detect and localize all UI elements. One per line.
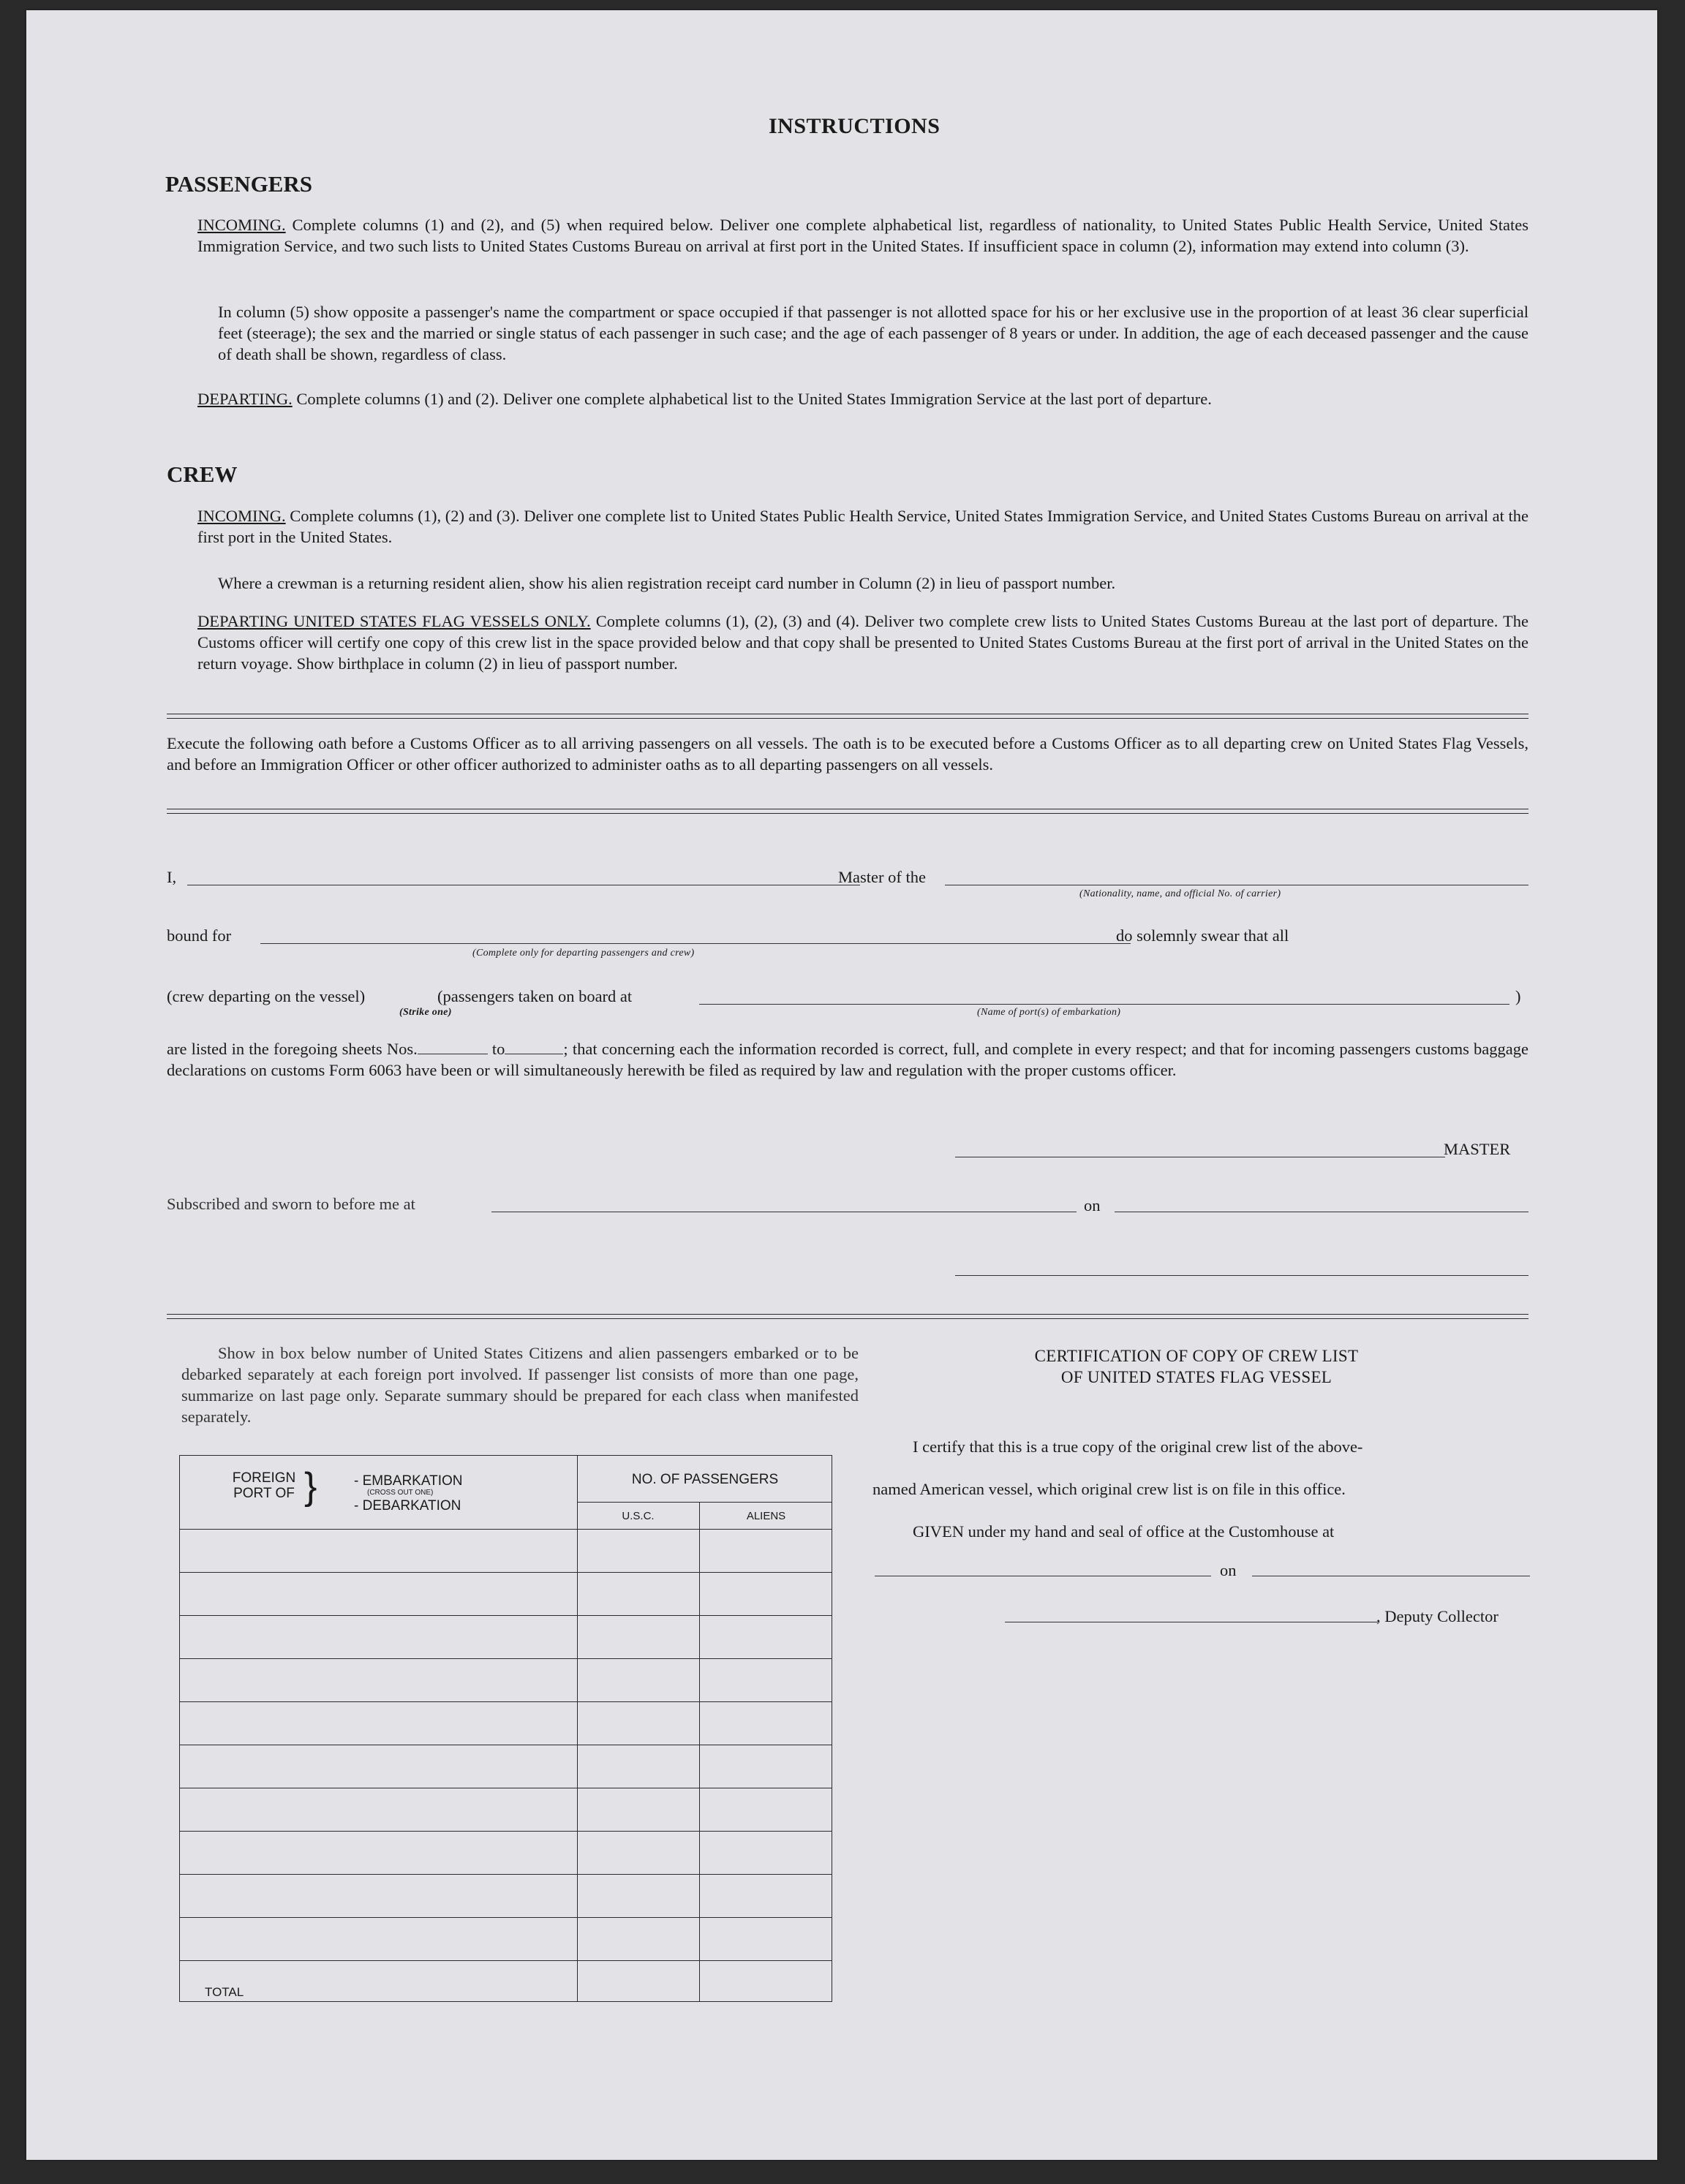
- oath-sheets-pre: are listed in the foregoing sheets Nos.: [167, 1040, 418, 1058]
- oath-sheets-paragraph: [167, 1038, 1528, 1081]
- passengers-column5-paragraph: In column (5) show opposite a passenger's name the compartment or space occupied if that passenger is not allotted space for his or her exclusive use in the proportion of at least 36 clear superficial feet (steerage); the sex and the married or single status of each passenger in such case; and the age of each passenger of 8 years or under. In addition, the age of each deceased passenger and the cause of death shall be shown, regardless of class.: [218, 303, 1528, 363]
- crew-resident-paragraph: Where a crewman is a returning resident alien, show his alien registration receipt card number in Column (2) in lieu of passport number.: [218, 574, 1116, 592]
- table-header-embarkation: - EMBARKATION: [354, 1473, 463, 1489]
- oath-on-label: on: [1084, 1196, 1101, 1214]
- bottom-divider: [167, 1314, 1528, 1319]
- section-divider: [167, 714, 1528, 719]
- strike-one-hint: (Strike one): [399, 1007, 452, 1018]
- table-col-divider: [577, 1456, 578, 2001]
- table-header-debarkation: - DEBARKATION: [354, 1498, 461, 1514]
- oath-passengers-taken: (passengers taken on board at: [437, 987, 633, 1005]
- table-row[interactable]: [180, 1960, 832, 1961]
- certification-given: GIVEN under my hand and seal of office at the Customhouse at: [913, 1522, 1335, 1541]
- table-header-rule: [180, 1529, 832, 1530]
- crew-departing-label: DEPARTING UNITED STATES FLAG VESSELS ONLY.: [197, 612, 591, 630]
- passenger-summary-table: [179, 1455, 832, 2002]
- page-title: INSTRUCTIONS: [769, 114, 940, 138]
- table-col-divider: [699, 1502, 700, 2001]
- certification-on-label: on: [1220, 1561, 1237, 1579]
- table-header-aliens: ALIENS: [746, 1510, 786, 1522]
- table-total-label: TOTAL: [205, 1985, 244, 1999]
- bound-hint: (Complete only for departing passengers and crew): [472, 948, 695, 959]
- table-header-passengers: NO. OF PASSENGERS: [631, 1472, 779, 1487]
- oath-master-of-label: Master of the: [838, 868, 926, 886]
- crew-departing-paragraph: [197, 611, 1528, 674]
- certification-line1: I certify that this is a true copy of the original crew list of the above-: [913, 1437, 1363, 1456]
- oath-close-paren: ): [1515, 987, 1521, 1005]
- passengers-incoming-text: Complete columns (1) and (2), and (5) when required below. Deliver one complete alphabetical list, regardless of nationality, to United States Public Health Service, United States Immigration Service, and two such lists to United States Customs Bureau on arrival at first port in the United States. If insufficient space in column (2), information may extend into column (3).: [197, 216, 1529, 255]
- table-row[interactable]: [180, 1701, 832, 1702]
- passengers-incoming-label: INCOMING.: [197, 216, 286, 234]
- oath-i-label: I,: [167, 868, 177, 886]
- crew-heading: CREW: [167, 461, 238, 487]
- carrier-hint: (Nationality, name, and official No. of carrier): [1079, 888, 1281, 899]
- summary-instructions: Show in box below number of United States Citizens and alien passengers embarked or to be debarked separately at each foreign port involved. If passenger list consists of more than one page, summarize on last page only. Separate summary should be prepared for each class when manifested separately.: [181, 1344, 859, 1426]
- table-subheader-rule: [577, 1502, 832, 1503]
- oath-subscribed-label: Subscribed and sworn to before me at: [167, 1195, 415, 1213]
- table-row[interactable]: [180, 1615, 832, 1616]
- certification-heading-line1: CERTIFICATION OF COPY OF CREW LIST: [1034, 1347, 1359, 1365]
- brace-icon: }: [304, 1465, 317, 1508]
- passengers-departing-label: DEPARTING.: [197, 390, 293, 408]
- officer-signature-field[interactable]: [955, 1275, 1528, 1276]
- oath-swear-label: do solemnly swear that all: [1116, 926, 1289, 945]
- passengers-incoming-paragraph: [197, 214, 1528, 257]
- oath-sheets-to: to: [491, 1040, 505, 1058]
- table-header-foreign-port: FOREIGN PORT OF: [232, 1470, 296, 1501]
- oath-divider: [167, 809, 1528, 814]
- table-row[interactable]: [180, 1572, 832, 1573]
- passengers-heading: PASSENGERS: [165, 171, 312, 197]
- crew-departing-text: Complete columns (1), (2), (3) and (4). Deliver two complete crew lists to United States Customs Bureau at the last port of departure. The Customs officer will certify one copy of this crew list in the space provided below and that copy shall be presented to United States Customs Bureau at the first port of arrival in the United States on the return voyage. Show birthplace in column (2) in lieu of passport number.: [197, 612, 1529, 673]
- ports-field[interactable]: [699, 1004, 1509, 1005]
- certification-deputy: , Deputy Collector: [1376, 1607, 1499, 1625]
- certification-line2: named American vessel, which original crew list is on file in this office.: [872, 1480, 1346, 1498]
- oath-master-label: MASTER: [1444, 1140, 1511, 1158]
- table-header-usc: U.S.C.: [622, 1510, 655, 1522]
- document-page: [26, 10, 1657, 2160]
- certification-heading: [860, 1345, 1533, 1388]
- passengers-departing-paragraph: [197, 388, 1528, 409]
- table-row[interactable]: [180, 1658, 832, 1659]
- table-row[interactable]: [180, 1831, 832, 1832]
- ports-hint: (Name of port(s) of embarkation): [977, 1007, 1121, 1018]
- crew-incoming-label: INCOMING.: [197, 507, 286, 525]
- crew-incoming-text: Complete columns (1), (2) and (3). Deliver one complete list to United States Public Health Service, United States Immigration Service, and United States Customs Bureau on arrival at the first port in the United States.: [197, 507, 1528, 546]
- table-row[interactable]: [180, 1874, 832, 1875]
- oath-sheets-rest: ; that concerning each the information recorded is correct, full, and complete in every respect; and that for incoming passengers customs baggage declarations on customs Form 6063 have been or will simultaneously herewith be filed as required by law and regulation with the proper customs officer.: [167, 1040, 1528, 1079]
- oath-crew-departing: (crew departing on the vessel): [167, 987, 366, 1005]
- oath-bound-for-label: bound for: [167, 926, 232, 945]
- crew-incoming-paragraph: [197, 505, 1528, 548]
- certification-heading-line2: OF UNITED STATES FLAG VESSEL: [1060, 1368, 1332, 1386]
- oath-intro: Execute the following oath before a Customs Officer as to all arriving passengers on all vessels. The oath is to be executed before a Customs Officer as to all departing crew on United States Flag Vessels, and before an Immigration Officer or other officer authorized to administer oaths as to all departing passengers on all vessels.: [167, 734, 1528, 774]
- table-header-cross-out: (CROSS OUT ONE): [367, 1489, 434, 1497]
- table-row[interactable]: [180, 1917, 832, 1918]
- passengers-departing-text: Complete columns (1) and (2). Deliver one complete alphabetical list to the United States Immigration Service at the last port of departure.: [296, 390, 1212, 408]
- bound-for-field[interactable]: [260, 943, 1131, 944]
